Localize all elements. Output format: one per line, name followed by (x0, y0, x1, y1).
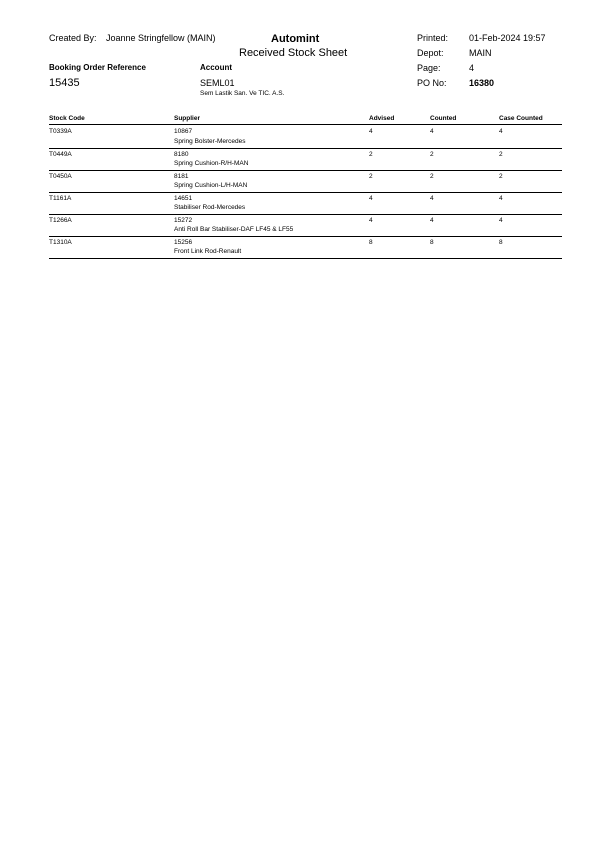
row-supplier-code: 8180 (174, 151, 189, 158)
row-supplier-code: 15256 (174, 239, 193, 246)
row-counted: 4 (430, 217, 434, 224)
row-divider (49, 258, 562, 259)
col-stock-code: Stock Code (49, 115, 85, 122)
company-name: Automint (271, 33, 320, 45)
col-case-counted: Case Counted (499, 115, 543, 122)
row-case-counted: 4 (499, 128, 503, 135)
row-divider (49, 236, 562, 237)
row-stock-code: T0449A (49, 151, 72, 158)
col-advised: Advised (369, 115, 395, 122)
row-description: Spring Cushion-R/H-MAN (174, 160, 249, 167)
account-label: Account (200, 63, 232, 72)
row-advised: 2 (369, 151, 373, 158)
row-supplier-code: 14651 (174, 195, 193, 202)
row-stock-code: T0339A (49, 128, 72, 135)
row-description: Stabiliser Rod-Mercedes (174, 204, 246, 211)
row-divider (49, 192, 562, 193)
po-value: 16380 (469, 78, 495, 88)
row-counted: 2 (430, 151, 434, 158)
row-supplier-code: 10867 (174, 128, 193, 135)
printed-value: 01-Feb-2024 19:57 (469, 33, 546, 43)
row-counted: 4 (430, 128, 434, 135)
row-stock-code: T1310A (49, 239, 72, 246)
row-case-counted: 2 (499, 173, 503, 180)
row-advised: 8 (369, 239, 373, 246)
sheet-title: Received Stock Sheet (239, 47, 348, 59)
row-divider (49, 148, 562, 149)
col-counted: Counted (430, 115, 457, 122)
row-advised: 4 (369, 128, 373, 135)
row-advised: 4 (369, 195, 373, 202)
row-stock-code: T1161A (49, 195, 72, 202)
row-counted: 4 (430, 195, 434, 202)
row-divider (49, 170, 562, 171)
row-case-counted: 8 (499, 239, 503, 246)
row-counted: 2 (430, 173, 434, 180)
row-description: Front Link Rod-Renault (174, 248, 242, 255)
row-divider (49, 214, 562, 215)
row-case-counted: 4 (499, 195, 503, 202)
page-value: 4 (469, 63, 475, 73)
booking-ref-value: 15435 (49, 77, 80, 89)
col-supplier: Supplier (174, 115, 201, 122)
created-by-label: Created By: (49, 33, 97, 43)
row-supplier-code: 8181 (174, 173, 189, 180)
account-name: Sem Lastik San. Ve TIC. A.S. (200, 90, 285, 97)
header-divider (49, 124, 562, 125)
po-label: PO No: (417, 78, 447, 88)
row-description: Spring Bolster-Mercedes (174, 138, 246, 145)
depot-label: Depot: (417, 48, 444, 58)
depot-value: MAIN (469, 48, 492, 58)
row-stock-code: T1266A (49, 217, 72, 224)
row-advised: 4 (369, 217, 373, 224)
row-supplier-code: 15272 (174, 217, 193, 224)
page-label: Page: (417, 63, 441, 73)
row-stock-code: T0450A (49, 173, 72, 180)
row-case-counted: 4 (499, 217, 503, 224)
row-case-counted: 2 (499, 151, 503, 158)
row-description: Anti Roll Bar Stabiliser-DAF LF45 & LF55 (174, 226, 294, 233)
booking-ref-label: Booking Order Reference (49, 63, 146, 72)
printed-label: Printed: (417, 33, 449, 43)
account-value: SEML01 (200, 78, 235, 88)
created-by-value: Joanne Stringfellow (MAIN) (106, 33, 216, 43)
row-description: Spring Cushion-L/H-MAN (174, 182, 248, 189)
row-counted: 8 (430, 239, 434, 246)
row-advised: 2 (369, 173, 373, 180)
